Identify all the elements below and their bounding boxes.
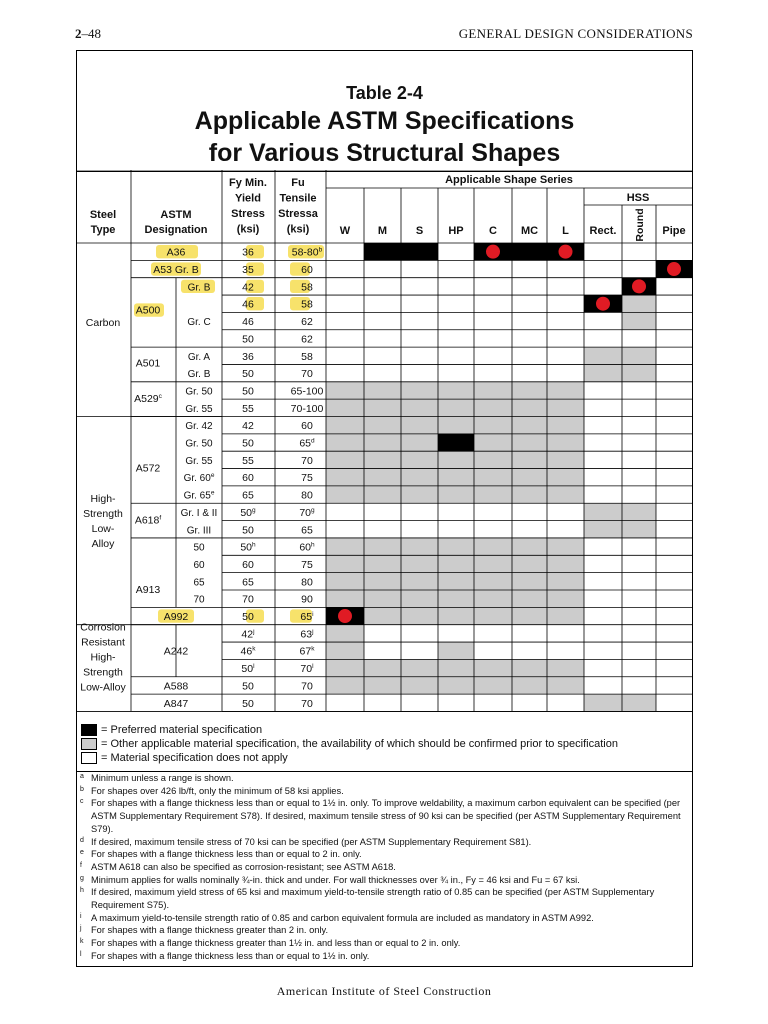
shape-cell xyxy=(547,590,584,607)
footnote-mark: a xyxy=(80,773,84,780)
fy-cell: 70 xyxy=(242,593,254,606)
fy-cell: 46 xyxy=(242,298,254,311)
shape-cell xyxy=(438,677,474,694)
header-shape-S: S xyxy=(415,225,424,237)
fu-cell: 90 xyxy=(301,593,313,606)
header-shape-M: M xyxy=(377,225,388,237)
shape-cell xyxy=(584,694,622,711)
footnote-b xyxy=(80,785,688,798)
shape-cell xyxy=(401,677,438,694)
shape-cell xyxy=(401,399,438,416)
fy-cell: 35 xyxy=(242,264,254,277)
header-shape-L: L xyxy=(562,225,569,237)
designation-A529c: A529$^c$ xyxy=(134,393,162,406)
shape-cell xyxy=(474,486,512,503)
fu-cell: 70-100 xyxy=(290,402,324,415)
footnote-e xyxy=(80,848,688,861)
shape-cell xyxy=(584,521,622,538)
grade-cell: Gr. B xyxy=(187,282,211,294)
header-shape-C: C xyxy=(489,225,497,237)
shape-cell xyxy=(364,590,401,607)
footnote-k xyxy=(80,937,688,950)
red-dot-marker xyxy=(486,245,500,259)
footnote-a xyxy=(80,772,688,785)
fy-cell: 50 xyxy=(242,368,254,381)
fy-cell: 50 xyxy=(242,385,254,398)
shape-cell xyxy=(364,573,401,590)
footnote-text: For shapes with a flange thickness less than or equal to 2 in. only. xyxy=(91,849,362,860)
footnote-i xyxy=(80,912,688,925)
shape-cell xyxy=(512,590,547,607)
shape-cell xyxy=(326,677,364,694)
fu-cell: 70$^l$ xyxy=(300,663,314,676)
steel-type-corrosion: Low-Alloy xyxy=(80,681,126,694)
legend xyxy=(77,719,692,772)
designation-A500: A500 xyxy=(135,304,161,317)
shape-cell xyxy=(622,521,656,538)
shape-cell xyxy=(326,642,364,659)
shape-cell xyxy=(474,451,512,468)
shape-cell xyxy=(512,382,547,399)
designation-A992: A992 xyxy=(163,611,189,624)
shape-cell xyxy=(547,451,584,468)
fu-cell: 80 xyxy=(301,576,313,589)
shape-cell xyxy=(622,347,656,364)
shape-cell xyxy=(474,555,512,572)
fy-cell: 46$^k$ xyxy=(240,645,256,658)
none-swatch xyxy=(81,752,97,764)
shape-cell xyxy=(401,417,438,434)
shape-cell xyxy=(401,607,438,624)
header-hss: HSS xyxy=(626,192,650,204)
fu-cell: 60 xyxy=(301,420,313,433)
fy-cell: 55 xyxy=(242,402,254,415)
grade-cell: Gr. 42 xyxy=(185,421,213,433)
footnote-text: Minimum unless a range is shown. xyxy=(91,773,234,783)
grade-cell: Gr. III xyxy=(186,525,212,537)
preferred-swatch xyxy=(81,724,97,736)
shape-cell xyxy=(401,382,438,399)
fy-cell: 46 xyxy=(242,316,254,329)
footnote-mark: k xyxy=(80,938,84,946)
shape-cell xyxy=(438,555,474,572)
designation-A242: A242 xyxy=(163,645,189,658)
shape-cell xyxy=(512,607,547,624)
fu-cell: 58 xyxy=(301,350,313,363)
shape-cell xyxy=(547,417,584,434)
shape-cell xyxy=(326,573,364,590)
shape-cell xyxy=(512,573,547,590)
fu-cell: 75 xyxy=(301,558,313,571)
shape-cell xyxy=(438,399,474,416)
footnote-d xyxy=(80,836,688,849)
shape-cell xyxy=(438,659,474,676)
header-shape-MC: MC xyxy=(520,225,539,237)
footnote-text: A maximum yield-to-tensile strength ratio of 0.85 and carbon equivalent formula are included as mandatory in ASTM A992. xyxy=(91,912,594,923)
shape-cell xyxy=(401,469,438,486)
shape-cell xyxy=(547,659,584,676)
footnote-mark: d xyxy=(80,836,84,844)
fu-cell: 62 xyxy=(301,333,313,346)
steel-type-hsla: Alloy xyxy=(91,538,115,551)
header-astm: ASTM xyxy=(160,209,192,221)
shape-cell xyxy=(326,659,364,676)
fy-cell: 42 xyxy=(242,281,254,294)
fu-cell: 65 xyxy=(301,524,313,537)
fu-cell: 65-100 xyxy=(290,385,324,398)
designation-A847: A847 xyxy=(163,697,189,710)
header-fu-2: Stressa xyxy=(278,208,318,220)
page-number: 2–48 xyxy=(75,26,101,41)
preferred-cell xyxy=(512,243,547,260)
footnote-f xyxy=(80,861,688,874)
shape-cell xyxy=(326,538,364,555)
fy-cell: 55 xyxy=(242,454,254,467)
shape-cell xyxy=(364,469,401,486)
designation-A588: A588 xyxy=(163,680,189,693)
header-steel: Steel xyxy=(89,209,117,221)
shape-cell xyxy=(401,555,438,572)
footnote-text: For shapes with a flange thickness less than or equal to 1½ in. only. To improve weldability, a maximum carbon equivalent can be specified (per ASTM Supplementary Requirement S78). If desired, maximum tensile stress of 90 ksi can be specified (per ASTM Supplementary Requirement S79). xyxy=(91,798,681,834)
red-dot-marker xyxy=(632,279,646,293)
header-fy-3: (ksi) xyxy=(236,223,260,236)
shape-cell xyxy=(438,451,474,468)
fu-cell: 67$^k$ xyxy=(299,645,315,658)
shape-cell xyxy=(438,469,474,486)
grade-cell: Gr. C xyxy=(187,317,211,329)
footnote-mark: b xyxy=(80,785,84,793)
fy-cell: 50 xyxy=(242,437,254,450)
fu-cell: 65$^d$ xyxy=(299,437,315,450)
fu-cell: 70$^g$ xyxy=(299,506,315,519)
shape-cell xyxy=(326,451,364,468)
steel-type-carbon: Carbon xyxy=(85,316,121,329)
shape-cell xyxy=(474,417,512,434)
table-title-line1: Applicable ASTM Specifications xyxy=(194,107,575,135)
shape-cell xyxy=(474,659,512,676)
shape-cell xyxy=(438,382,474,399)
footnote-text: For shapes over 426 lb/ft, only the minimum of 58 ksi applies. xyxy=(91,785,344,796)
shape-cell xyxy=(584,364,622,381)
steel-type-corrosion: Resistant xyxy=(81,636,125,649)
shape-cell xyxy=(438,642,474,659)
header-applicable: Applicable Shape Series xyxy=(445,174,573,186)
fu-cell: 70 xyxy=(301,368,313,381)
grade-cell: Gr. 50 xyxy=(185,438,213,450)
shape-cell xyxy=(326,555,364,572)
grade-cell: Gr. A xyxy=(187,351,211,363)
header-fy-2: Stress xyxy=(231,208,265,220)
shape-cell xyxy=(401,434,438,451)
shape-cell xyxy=(364,538,401,555)
shape-cell xyxy=(364,555,401,572)
shape-cell xyxy=(438,573,474,590)
shape-cell xyxy=(401,486,438,503)
shape-cell xyxy=(474,573,512,590)
shape-cell xyxy=(364,659,401,676)
shape-cell xyxy=(326,469,364,486)
fy-cell: 36 xyxy=(242,350,254,363)
table-number: Table 2-4 xyxy=(346,83,423,103)
footnote-mark: h xyxy=(80,887,84,895)
steel-type-hsla: Low- xyxy=(91,523,115,536)
fu-cell: 70 xyxy=(301,697,313,710)
grade-cell: Gr. 65e xyxy=(183,489,215,502)
shape-cell xyxy=(326,625,364,642)
steel-type-corrosion: Strength xyxy=(83,666,123,679)
fu-cell: 60 xyxy=(301,264,313,277)
red-dot-marker xyxy=(338,609,352,623)
footnote-mark: i xyxy=(80,912,82,920)
shape-cell xyxy=(326,417,364,434)
footnote-mark: e xyxy=(80,849,84,857)
shape-cell xyxy=(438,590,474,607)
shape-cell xyxy=(512,469,547,486)
shape-cell xyxy=(547,573,584,590)
footnote-text: If desired, maximum yield stress of 65 ksi and maximum yield-to-tensile strength ratio of 0.85 can be specified (per ASTM Supplementary Requirement S75). xyxy=(91,887,655,911)
shape-cell xyxy=(438,607,474,624)
legend-none xyxy=(81,752,288,764)
footnote-mark: c xyxy=(80,798,84,806)
shape-cell xyxy=(547,607,584,624)
shape-cell xyxy=(401,538,438,555)
footnote-text: ASTM A618 can also be specified as corrosion-resistant; see ASTM A618. xyxy=(91,861,396,872)
grade-cell: 70 xyxy=(193,594,205,606)
other-swatch xyxy=(81,738,97,750)
footnote-mark: l xyxy=(80,950,82,958)
legend-none-text: = Material specification does not apply xyxy=(101,752,288,764)
shape-cell xyxy=(512,399,547,416)
footnote-mark: j xyxy=(80,925,82,933)
shape-cell xyxy=(547,469,584,486)
designation-A36: A36 xyxy=(166,246,186,259)
header-fu-3: (ksi) xyxy=(286,223,310,236)
shape-cell xyxy=(364,677,401,694)
shape-cell xyxy=(474,434,512,451)
steel-type-hsla: High- xyxy=(90,493,116,506)
shape-cell xyxy=(512,538,547,555)
footnote-l xyxy=(80,950,688,963)
fy-cell: 50 xyxy=(242,697,254,710)
shape-cell xyxy=(326,382,364,399)
header-shape-HP: HP xyxy=(448,225,464,237)
spec-table xyxy=(76,170,693,718)
shape-cell xyxy=(547,486,584,503)
legend-other xyxy=(81,738,618,750)
grade-cell: Gr. B xyxy=(187,369,211,381)
grade-cell: Gr. I & II xyxy=(180,507,218,519)
grade-cell: 50 xyxy=(193,542,205,554)
shape-cell xyxy=(474,607,512,624)
grade-cell: Gr. 50 xyxy=(185,386,213,398)
steel-type-corrosion: Corrosion xyxy=(80,621,126,634)
grade-cell: Gr. 60e xyxy=(183,472,215,485)
fu-cell: 58-80$^b$ xyxy=(291,246,323,259)
fy-cell: 60 xyxy=(242,558,254,571)
shape-cell xyxy=(401,659,438,676)
red-dot-marker xyxy=(596,297,610,311)
header-fu-1: Tensile xyxy=(279,192,317,205)
shape-cell xyxy=(326,590,364,607)
grade-cell: 60 xyxy=(193,559,205,571)
footnote-text: Minimum applies for walls nominally ¾-in. thick and under. For wall thicknesses over ¾ in., Fy = 46 ksi and Fu = 67 ksi. xyxy=(91,874,580,885)
grade-cell: 65 xyxy=(193,577,205,589)
header-designation: Designation xyxy=(144,224,208,236)
footer: American Institute of Steel Construction xyxy=(276,984,492,998)
footnote-mark: g xyxy=(80,874,84,882)
shape-cell xyxy=(512,417,547,434)
shape-cell xyxy=(326,434,364,451)
shape-cell xyxy=(512,659,547,676)
shape-cell xyxy=(547,399,584,416)
shape-cell xyxy=(622,694,656,711)
fu-cell: 58 xyxy=(301,298,313,311)
red-dot-marker xyxy=(559,245,573,259)
fy-cell: 42 xyxy=(242,420,254,433)
shape-cell xyxy=(364,399,401,416)
shape-cell xyxy=(364,486,401,503)
shape-cell xyxy=(474,677,512,694)
preferred-cell xyxy=(364,243,401,260)
header-shape-Pipe: Pipe xyxy=(662,225,686,237)
fy-cell: 65 xyxy=(242,576,254,589)
fy-cell: 50$^g$ xyxy=(240,506,256,519)
footnote-text: If desired, maximum tensile stress of 70 ksi can be specified (per ASTM Supplementary Requirement S81). xyxy=(91,836,532,847)
shape-cell xyxy=(438,538,474,555)
footnote-h xyxy=(80,886,688,911)
shape-cell xyxy=(512,555,547,572)
header-fy-0: Fy Min. xyxy=(229,177,267,189)
shape-cell xyxy=(364,434,401,451)
fu-cell: 62 xyxy=(301,316,313,329)
red-dot-marker xyxy=(667,262,681,276)
shape-cell xyxy=(474,590,512,607)
fu-cell: 60$^h$ xyxy=(299,541,315,554)
shape-cell xyxy=(584,347,622,364)
shape-cell xyxy=(364,417,401,434)
shape-cell xyxy=(401,451,438,468)
fy-cell: 50$^h$ xyxy=(240,541,256,554)
footnote-text: For shapes with a flange thickness greater than 2 in. only. xyxy=(91,925,329,936)
fu-cell: 63$^j$ xyxy=(300,628,314,641)
shape-cell xyxy=(326,486,364,503)
fu-cell: 58 xyxy=(301,281,313,294)
section-header: GENERAL DESIGN CONSIDERATIONS xyxy=(458,26,693,41)
designation-A913: A913 xyxy=(135,584,161,596)
designation-A53GrB: A53 Gr. B xyxy=(153,264,199,277)
shape-cell xyxy=(547,677,584,694)
grade-cell: Gr. 55 xyxy=(185,403,213,415)
fy-cell: 42$^j$ xyxy=(241,628,255,641)
shape-cell xyxy=(512,486,547,503)
footnote-text: For shapes with a flange thickness greater than 1½ in. and less than or equal to 2 in. only. xyxy=(91,938,461,949)
header-round: Round xyxy=(634,208,646,242)
shape-cell xyxy=(326,399,364,416)
shape-cell xyxy=(438,417,474,434)
shape-cell xyxy=(512,677,547,694)
shape-cell xyxy=(512,451,547,468)
fu-cell: 75 xyxy=(301,472,313,485)
shape-cell xyxy=(364,382,401,399)
footnote-g xyxy=(80,874,688,887)
shape-cell xyxy=(547,434,584,451)
title-block xyxy=(77,51,692,172)
fu-cell: 70 xyxy=(301,680,313,693)
shape-cell xyxy=(474,469,512,486)
shape-cell xyxy=(364,607,401,624)
legend-other-text: = Other applicable material specification, the availability of which should be confirmed prior to specification xyxy=(101,738,618,750)
fu-cell: 65$^i$ xyxy=(300,611,314,624)
shape-cell xyxy=(622,312,656,329)
fu-cell: 80 xyxy=(301,489,313,502)
steel-type-corrosion: High- xyxy=(90,651,116,664)
shape-cell xyxy=(474,538,512,555)
preferred-cell xyxy=(401,243,438,260)
shape-cell xyxy=(401,573,438,590)
shape-cell xyxy=(474,399,512,416)
preferred-cell xyxy=(438,434,474,451)
fy-cell: 50 xyxy=(242,524,254,537)
header-shape-Rect.: Rect. xyxy=(589,225,617,237)
header-fu-0: Fu xyxy=(291,177,305,189)
fy-cell: 50$^l$ xyxy=(241,663,255,676)
footnotes xyxy=(80,772,688,963)
footnote-j xyxy=(80,924,688,937)
legend-preferred xyxy=(81,724,262,736)
fy-cell: 60 xyxy=(242,472,254,485)
shape-cell xyxy=(584,503,622,520)
shape-cell xyxy=(622,295,656,312)
designation-A501: A501 xyxy=(135,357,161,370)
shape-cell xyxy=(438,486,474,503)
footnote-text: For shapes with a flange thickness less than or equal to 1½ in. only. xyxy=(91,950,370,961)
shape-cell xyxy=(474,382,512,399)
shape-cell xyxy=(622,503,656,520)
steel-type-hsla: Strength xyxy=(83,508,123,521)
shape-cell xyxy=(622,364,656,381)
fy-cell: 36 xyxy=(242,246,254,259)
header-type: Type xyxy=(90,224,116,236)
header-shape-W: W xyxy=(339,225,351,237)
table-title-line2: for Various Structural Shapes xyxy=(208,139,561,167)
footnote-c xyxy=(80,797,688,835)
fu-cell: 70 xyxy=(301,454,313,467)
footnote-mark: f xyxy=(80,861,82,869)
header-fy-1: Yield xyxy=(235,192,261,205)
fy-cell: 50 xyxy=(242,611,254,624)
designation-A572: A572 xyxy=(135,462,161,475)
shape-cell xyxy=(547,555,584,572)
shape-cell xyxy=(364,451,401,468)
shape-cell xyxy=(547,538,584,555)
shape-cell xyxy=(547,382,584,399)
shape-cell xyxy=(512,434,547,451)
shape-cell xyxy=(401,590,438,607)
fy-cell: 50 xyxy=(242,333,254,346)
legend-preferred-text: = Preferred material specification xyxy=(101,724,263,736)
fy-cell: 50 xyxy=(242,680,254,693)
designation-A618f: A618$^f$ xyxy=(134,514,162,527)
fy-cell: 65 xyxy=(242,489,254,502)
grade-cell: Gr. 55 xyxy=(185,455,213,467)
